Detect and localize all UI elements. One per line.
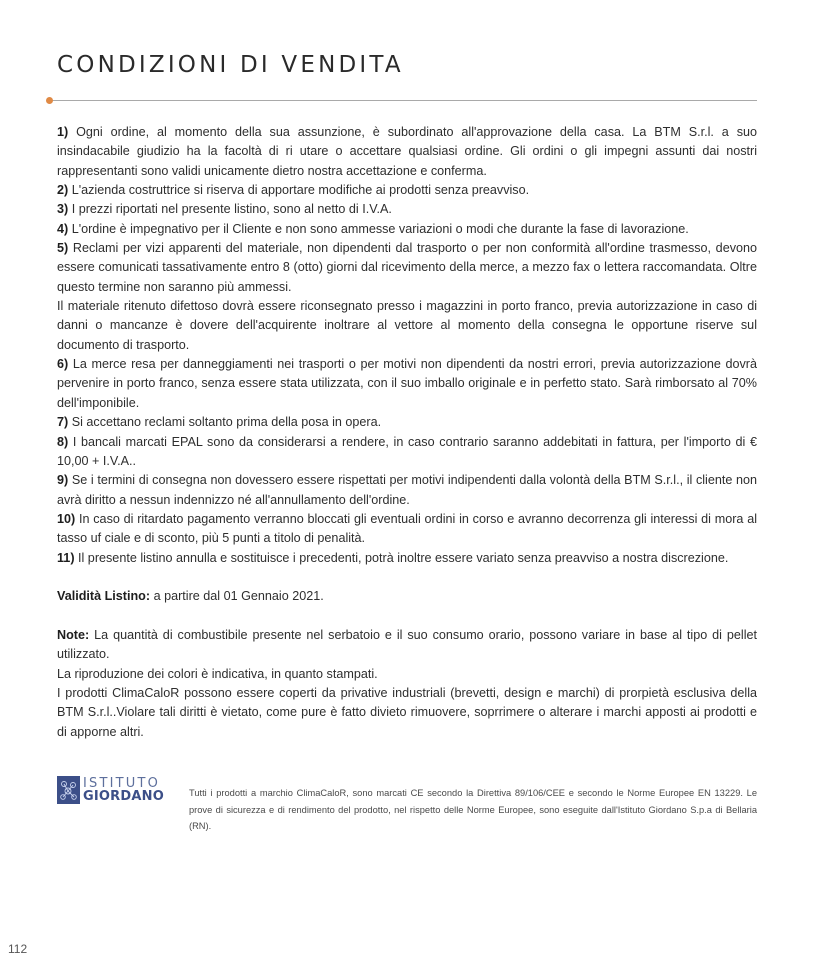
logo-text-giordano: GIORDANO	[83, 789, 164, 804]
molecule-icon	[57, 776, 80, 804]
notes-colors: La riproduzione dei colori è indicativa, in quanto stampati.	[57, 666, 378, 681]
notes-trademarks: I prodotti ClimaCaloR possono essere coperti da privative industriali (brevetti, design e marchi) di prorpietà esclusiva della BTM S.r.l..Violare tali diritti è vietato, come pure è fatto divieto rimuovere, soprrimere o alterare i marchi apposti ai prodotti e di apporne altri.	[57, 685, 757, 739]
title-divider	[50, 100, 757, 101]
logo-text-istituto: ISTITUTO	[83, 776, 161, 791]
condition-10: 10) In caso di ritardato pagamento verranno bloccati gli eventuali ordini in corso e avranno decorrenza gli interessi di mora al tasso uf ciale e di sconto, più 5 punti a titolo di penalità.	[57, 511, 758, 546]
page-number: 112	[8, 942, 28, 956]
page-title: CONDIZIONI DI VENDITA	[57, 52, 404, 78]
condition-6: 6) La merce resa per danneggiamenti nei trasporti o per motivi non dipendenti da nostri errori, previa autorizzazione dovrà pervenire in porto franco, senza essere stata utilizzata, con il suo imballo originale e in perfetto stato. Sarà rimborsato al 70% dell'imponibile.	[57, 357, 757, 410]
condition-4: 4) L'ordine è impegnativo per il Cliente e non sono ammesse variazioni o modi che durante la fase di lavorazione.	[57, 221, 689, 236]
condition-2: 2) L'azienda costruttrice si riserva di apportare modifiche ai prodotti senza preavviso.	[57, 183, 530, 198]
condition-11: 11) Il presente listino annulla e sostituisce i precedenti, potrà inoltre essere variato senza preavviso a nostra discrezione.	[57, 550, 729, 565]
condition-5: 5) Reclami per vizi apparenti del materiale, non dipendenti dal trasporto o per non conformità all'ordine trasmesso, devono essere comunicati tassativamente entro 8 (otto) giorni dal ricevimento della merce, a mezzo fax o lettera raccomandata. Oltre questo termine non saranno più ammessi.	[57, 241, 758, 294]
condition-1: 1) Ogni ordine, al momento della sua assunzione, è subordinato all'approvazione della casa. La BTM S.r.l. a suo insindacabile giudizio ha la facoltà di ri utare o accettare qualsiasi ordine. Gli ordini o gli impegni assunti dai nostri rappresentanti sono validi unicamente dietro nostra accettazione e conferma.	[57, 125, 758, 178]
condition-3: 3) I prezzi riportati nel presente listino, sono al netto di I.V.A.	[57, 202, 392, 217]
condition-5-continued: Il materiale ritenuto difettoso dovrà essere riconsegnato presso i magazzini in porto franco, previa autorizzazione in caso di danni o mancanze è dovere dell'acquirente inoltrare al vettore al momento della consegna le opportune riserve sul documento di trasporto.	[57, 299, 757, 352]
certification-note: Tutti i prodotti a marchio ClimaCaloR, sono marcati CE secondo la Direttiva 89/106/CEE e secondo le Norme Europee EN 13229. Le prove di sicurezza e di rendimento del prodotto, nel rispetto delle Norme Europee, sono eseguite dall'Istituto Giordano S.p.a di Bellaria (RN).	[189, 788, 757, 831]
istituto-giordano-logo	[57, 775, 164, 805]
notes-line: Note: La quantità di combustibile presente nel serbatoio e il suo consumo orario, possono variare in base al tipo di pellet utilizzato.	[57, 627, 757, 662]
conditions-body	[57, 123, 757, 742]
validity-line: Validità Listino: a partire dal 01 Gennaio 2021.	[57, 589, 324, 604]
condition-7: 7) Si accettano reclami soltanto prima della posa in opera.	[57, 415, 382, 430]
condition-8: 8) I bancali marcati EPAL sono da considerarsi a rendere, in caso contrario saranno addebitati in fattura, per l'importo di € 10,00 + I.V.A..	[57, 434, 757, 468]
condition-9: 9) Se i termini di consegna non dovessero essere rispettati per motivi indipendenti dalla volontà della BTM S.r.l., il cliente non avrà diritto a nessun indennizzo né all'annullamento dell'ordine.	[57, 473, 757, 507]
accent-dot	[46, 97, 53, 104]
